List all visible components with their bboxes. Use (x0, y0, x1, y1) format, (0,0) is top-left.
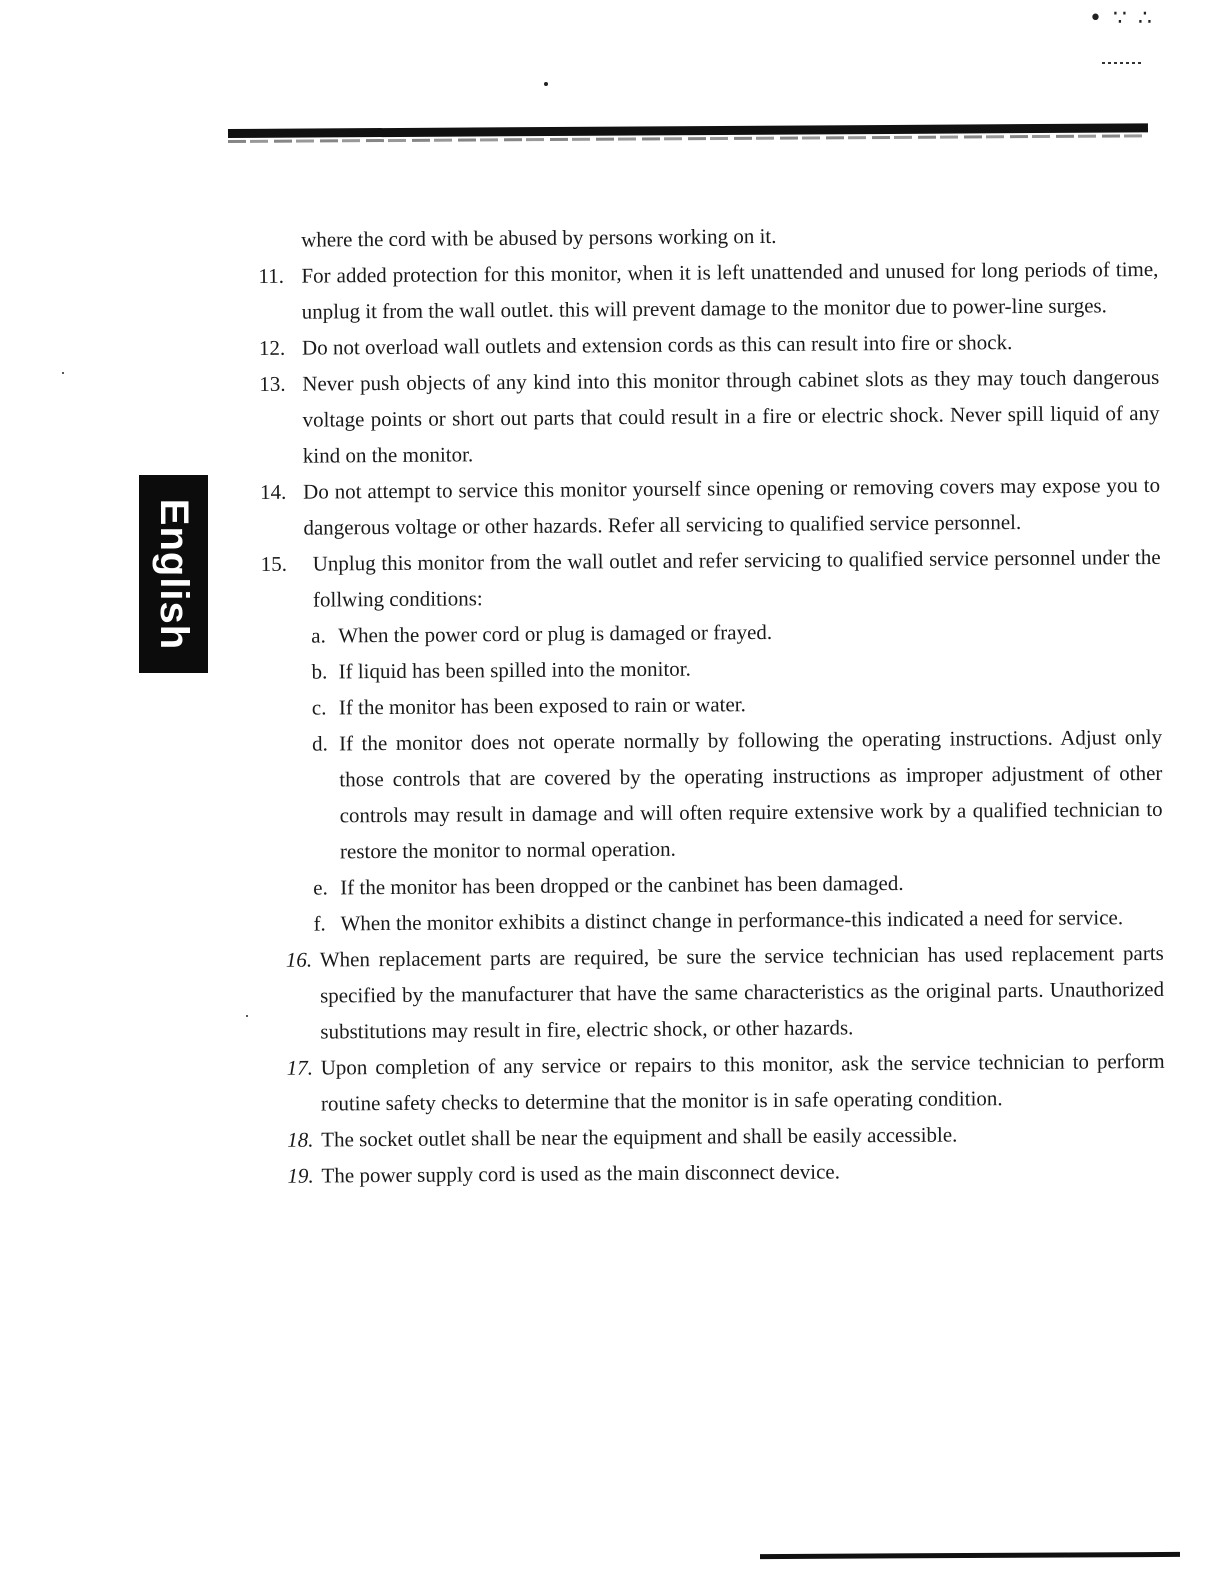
item-text: The socket outlet shall be near the equipment and shall be easily accessible. (321, 1122, 958, 1152)
sub-item-letter: d. (312, 731, 328, 756)
item-text: When replacement parts are required, be sure the service technician has used replacement parts specified by the manufacturer that have the same characteristics as the original parts. Unauthorized substitutions may result in fire, electric shock, or other hazards. (319, 940, 1165, 1044)
list-item-17 (265, 1043, 1166, 1122)
item-number: 13. (259, 371, 286, 396)
sub-item-text: When the power cord or plug is damaged or frayed. (338, 619, 773, 648)
item-number: 19. (287, 1163, 314, 1188)
sub-item-d (312, 719, 1163, 870)
item-number: 15. (260, 551, 288, 576)
list-item-15 (261, 539, 1162, 618)
sub-item-letter: a. (311, 623, 326, 648)
list-item-14 (260, 467, 1161, 546)
item-number: 18. (287, 1127, 314, 1152)
item-text: Unplug this monitor from the wall outlet and refer servicing to qualified service personnel under the follwing conditions: (312, 544, 1161, 612)
item-number: 14. (260, 479, 287, 504)
item-text: Upon completion of any service or repairs to this monitor, ask the service technician to perform routine safety checks to determine that the monitor is in safe operating condition. (320, 1048, 1165, 1116)
condition-sub-list (261, 611, 1164, 942)
item-text: Do not overload wall outlets and extension cords as this can result into fire or shock. (301, 330, 1013, 360)
sub-item-text: If the monitor has been dropped or the canbinet has been damaged. (340, 870, 904, 900)
footer-rule (760, 1552, 1180, 1559)
corner-scan-dash (1102, 62, 1144, 64)
sub-item-text: If the monitor has been exposed to rain or water. (338, 692, 746, 720)
item-text: For added protection for this monitor, when it is left unattended and unused for long periods of time, unplug it from the wall outlet. this will prevent damage to the monitor due to power-line surges. (301, 256, 1159, 324)
sub-item-text: If the monitor does not operate normally by following the operating instructions. Adjust only those controls that are covered by the operating instructions as improper adjustment of other controls may result in damage and will often require extensive work by a qualified technician to restore the monitor to normal operation. (339, 724, 1163, 864)
sub-item-text: If liquid has been spilled into the monitor. (338, 656, 691, 684)
scan-speck (62, 372, 64, 374)
sub-item-letter: f. (313, 911, 326, 936)
corner-scan-mark: • ∵ ∴ (1089, 6, 1154, 31)
language-side-tab-label: English (152, 498, 197, 650)
item-number: 16. (285, 947, 313, 972)
item-number: 17. (286, 1055, 313, 1080)
list-item-16 (264, 935, 1165, 1050)
scan-speck (246, 1015, 248, 1017)
item-number: 12. (258, 335, 286, 360)
sub-item-letter: b. (311, 659, 328, 684)
list-item-19 (265, 1151, 1165, 1194)
scan-speck (544, 82, 548, 86)
list-item-11 (258, 251, 1159, 330)
list-item-13 (259, 359, 1160, 474)
safety-instructions-content (258, 215, 1166, 1194)
item-text: Do not attempt to service this monitor yourself since opening or removing covers may expose you to dangerous voltage or other hazards. Refer all servicing to qualified service personnel. (303, 472, 1161, 540)
item-text: Never push objects of any kind into this monitor through cabinet slots as they may touch dangerous voltage points or short out parts that could result in a fire or electric shock. Never spill liquid of any kind on the monitor. (302, 364, 1160, 468)
item-number: 11. (258, 263, 285, 288)
sub-item-letter: c. (311, 695, 327, 720)
language-side-tab (139, 475, 208, 673)
sub-item-text: When the monitor exhibits a distinct change in performance-this indicated a need for service. (340, 905, 1124, 936)
continued-text-line: where the cord with be abused by persons working on it. (301, 223, 777, 252)
sub-item-letter: e. (313, 875, 328, 900)
item-text: The power supply cord is used as the main disconnect device. (321, 1159, 841, 1188)
